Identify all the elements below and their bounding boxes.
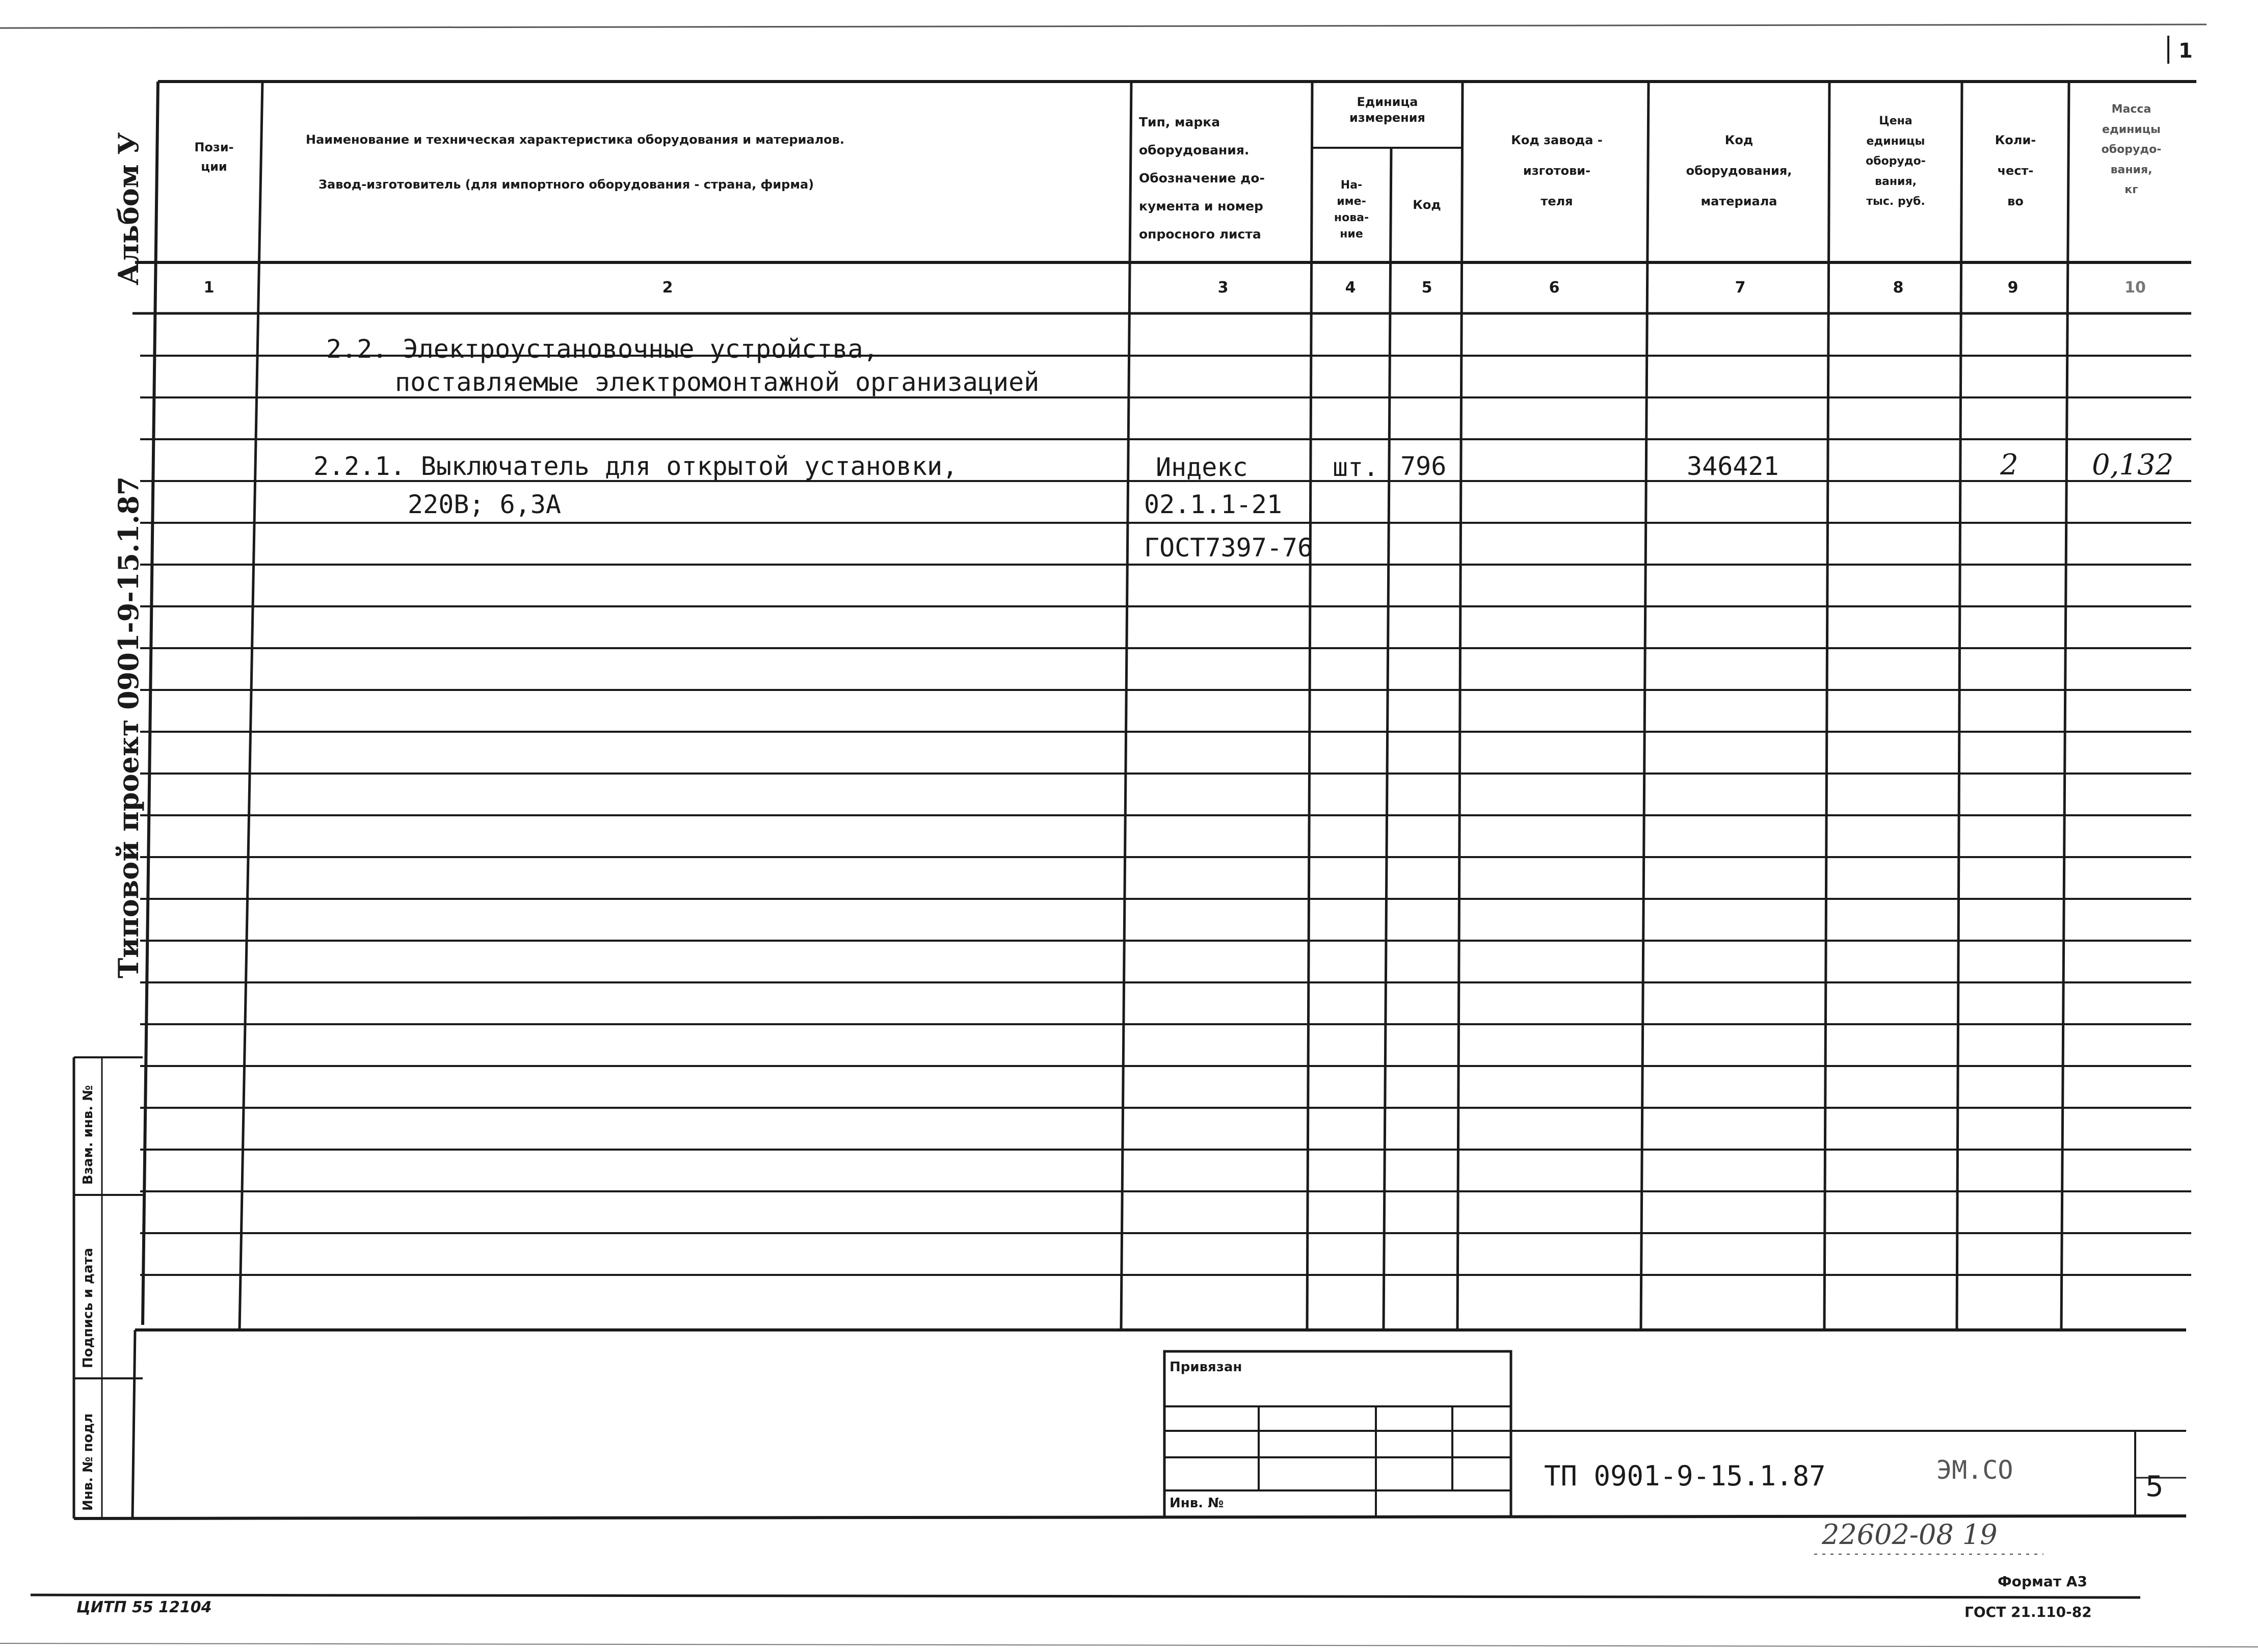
page-number: 1 — [2179, 39, 2193, 63]
signature-date-label: Подпись и дата — [81, 1247, 96, 1368]
colnum-2: 2 — [662, 279, 673, 297]
header-quantity: Коли- чест- во — [1995, 133, 2036, 208]
project-label: Типовой проект 0901-9-15.1.87 — [112, 476, 145, 978]
inv-vzam-label: Взам. инв. № — [81, 1085, 96, 1185]
stamp-inv-no: Инв. № — [1170, 1496, 1224, 1511]
colnum-5: 5 — [1421, 279, 1432, 297]
header-unit-code: Код — [1413, 198, 1441, 212]
header-units-group: Единица измерения — [1349, 95, 1425, 125]
colnum-3: 3 — [1217, 279, 1229, 297]
gost-label: ГОСТ 21.110-82 — [1964, 1604, 2092, 1620]
colnum-8: 8 — [1893, 279, 1904, 297]
header-price: Цена единицы оборудо- вания, тыс. руб. — [1866, 115, 1926, 208]
colnum-10: 10 — [2124, 279, 2146, 297]
publisher-label: ЦИТП 55 12104 — [76, 1598, 212, 1616]
item-unit-code: 796 — [1400, 451, 1447, 481]
colnum-6: 6 — [1549, 279, 1560, 297]
header-type: Тип, марка оборудования. Обозначение до- кумента и номер опросного листа — [1139, 115, 1265, 242]
section-title-line2: поставляемые электромонтажной организацией — [395, 367, 1040, 397]
colnum-9: 9 — [2007, 279, 2018, 297]
item-type-line1: Индекс — [1156, 452, 1248, 482]
colnum-7: 7 — [1735, 279, 1746, 297]
item-name-line2: 220В; 6,3А — [408, 490, 562, 519]
item-quantity: 2 — [2000, 448, 2018, 482]
header-unit-name: На- име- нова- ние — [1334, 179, 1369, 241]
item-mass: 0,132 — [2092, 448, 2174, 482]
item-equipment-code: 346421 — [1687, 451, 1779, 481]
item-type-line3: ГОСТ7397-76 — [1144, 533, 1313, 563]
item-unit-name: шт. — [1333, 452, 1379, 482]
header-name-line2: Завод-изготовитель (для импортного оборудования - страна, фирма) — [318, 177, 814, 192]
colnum-4: 4 — [1345, 279, 1356, 297]
section-title-line1: 2.2. Электроустановочные устройства, — [326, 334, 879, 364]
header-name-line1: Наименование и техническая характеристика оборудования и материалов. — [306, 132, 844, 147]
order-number: 22602-08 19 — [1822, 1518, 1998, 1551]
item-type-line2: 02.1.1-21 — [1144, 490, 1282, 519]
item-name-line1: 2.2.1. Выключатель для открытой установки, — [313, 451, 958, 481]
sheet-code: ЭМ.СО — [1936, 1455, 2013, 1485]
inv-podl-label: Инв. № подл — [81, 1413, 96, 1511]
header-factory-code: Код завода - изготови- теля — [1511, 133, 1603, 208]
sheet-number: 5 — [2145, 1470, 2164, 1503]
colnum-1: 1 — [203, 279, 215, 297]
header-mass: Масса единицы оборудо- вания, кг — [2101, 103, 2162, 197]
format-label: Формат А3 — [1998, 1573, 2087, 1590]
header-position: Пози- ции — [194, 140, 234, 174]
album-label: Альбом У — [112, 132, 145, 285]
header-equipment-code: Код оборудования, материала — [1686, 133, 1792, 208]
document-designation: ТП 0901-9-15.1.87 — [1544, 1460, 1826, 1492]
stamp-privyazan: Привязан — [1170, 1360, 1242, 1375]
